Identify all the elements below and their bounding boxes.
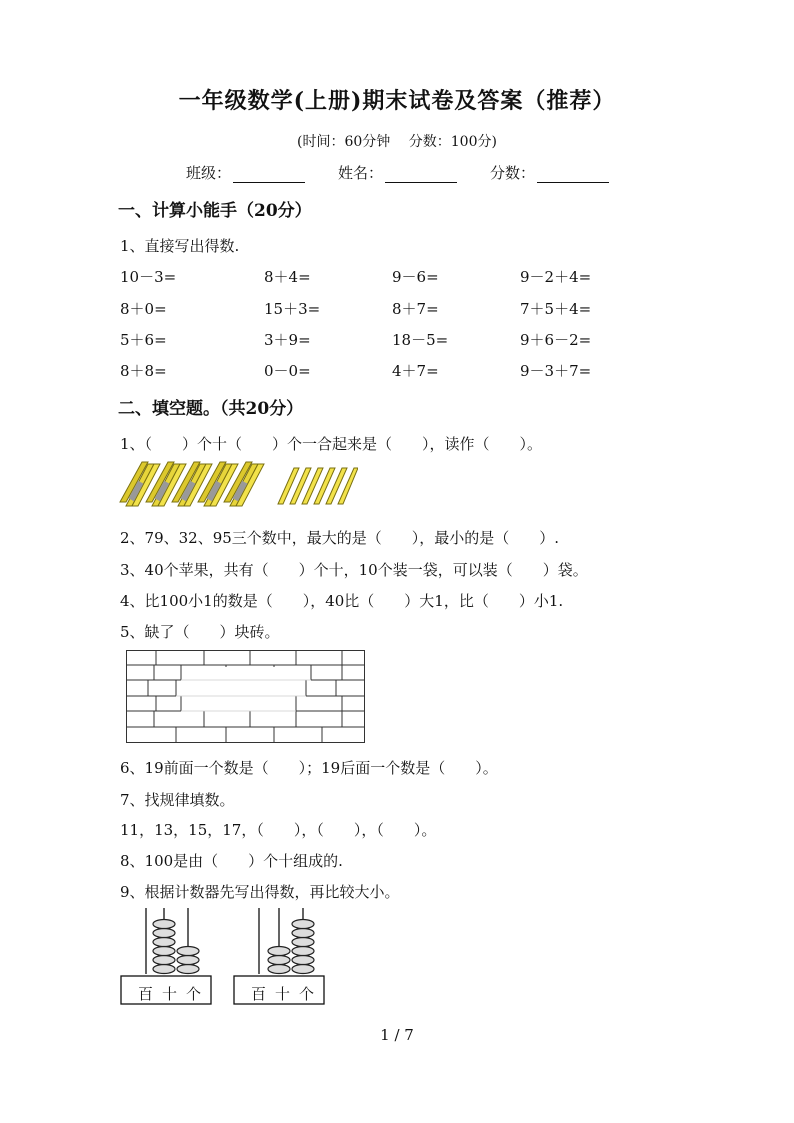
question-2-7: 7、找规律填数。 bbox=[120, 791, 235, 809]
calc-item: 10－3= bbox=[120, 268, 177, 286]
missing-bricks-area bbox=[176, 680, 311, 711]
calc-item: 8＋4= bbox=[264, 268, 311, 286]
name-blank[interactable] bbox=[385, 167, 457, 183]
stick-bundles-image bbox=[118, 460, 358, 508]
abacus-1-hundreds-label: 百 bbox=[138, 985, 154, 1003]
abacus-2-hundreds-label: 百 bbox=[251, 985, 267, 1003]
calc-item: 9－6= bbox=[392, 268, 439, 286]
single-stick-icon bbox=[278, 468, 358, 504]
question-2-5: 5、缺了（ ）块砖。 bbox=[120, 623, 280, 641]
abacus-2-tens-label: 十 bbox=[275, 985, 291, 1003]
question-2-3: 3、40个苹果，共有（ ）个十，10个装一袋，可以装（ ）袋。 bbox=[120, 561, 588, 579]
question-2-4: 4、比100小1的数是（ ），40比（ ）大1，比（ ）小1. bbox=[120, 592, 564, 610]
abacus-2-ones-label: 个 bbox=[299, 985, 315, 1003]
calc-item: 15＋3= bbox=[264, 300, 321, 318]
class-blank[interactable] bbox=[233, 167, 305, 183]
question-2-9: 9、根据计数器先写出得数，再比较大小。 bbox=[120, 883, 400, 901]
score-field bbox=[490, 162, 609, 183]
class-label: 班级： bbox=[186, 164, 232, 182]
name-label: 姓名： bbox=[338, 164, 384, 182]
calc-item: 8＋8= bbox=[120, 362, 167, 380]
question-2-2: 2、79、32、95三个数中，最大的是（ ），最小的是（ ）. bbox=[120, 529, 560, 547]
question-2-1: 1、（ ）个十（ ）个一合起来是（ ），读作（ ）。 bbox=[120, 435, 543, 453]
brick-wall-image bbox=[126, 650, 366, 744]
question-2-6: 6、19前面一个数是（ ）；19后面一个数是（ ）。 bbox=[120, 759, 498, 777]
score-blank[interactable] bbox=[537, 167, 609, 183]
calc-item: 9－3＋7= bbox=[520, 362, 592, 380]
exam-subtitle: (时间：60分钟 分数：100分) bbox=[297, 134, 497, 150]
name-field bbox=[338, 162, 457, 183]
calc-item: 9－2＋4= bbox=[520, 268, 592, 286]
calc-item: 9＋6－2= bbox=[520, 331, 592, 349]
class-field bbox=[186, 162, 305, 183]
calc-item: 8＋7= bbox=[392, 300, 439, 318]
calc-item: 18－5= bbox=[392, 331, 449, 349]
calc-item: 7＋5＋4= bbox=[520, 300, 592, 318]
calc-item: 5＋6= bbox=[120, 331, 167, 349]
question-2-8: 8、100是由（ ）个十组成的. bbox=[120, 852, 343, 870]
page-number: 1 / 7 bbox=[380, 1026, 414, 1044]
question-2-7-sequence: 11，13，15，17，（ ），（ ），（ ）。 bbox=[120, 821, 437, 839]
calc-item: 3＋9= bbox=[264, 331, 311, 349]
calc-item: 0－0= bbox=[264, 362, 311, 380]
score-label: 分数： bbox=[490, 164, 536, 182]
question-1-1: 1、直接写出得数. bbox=[120, 237, 240, 255]
section1-heading: 一、计算小能手（20分） bbox=[118, 201, 312, 221]
abacus-1-tens-label: 十 bbox=[162, 985, 178, 1003]
calc-item: 8＋0= bbox=[120, 300, 167, 318]
calc-item: 4＋7= bbox=[392, 362, 439, 380]
page-title: 一年级数学(上册)期末试卷及答案（推荐） bbox=[178, 88, 616, 114]
section2-heading: 二、填空题。（共20分） bbox=[118, 399, 304, 419]
abacus-1-ones-label: 个 bbox=[186, 985, 202, 1003]
